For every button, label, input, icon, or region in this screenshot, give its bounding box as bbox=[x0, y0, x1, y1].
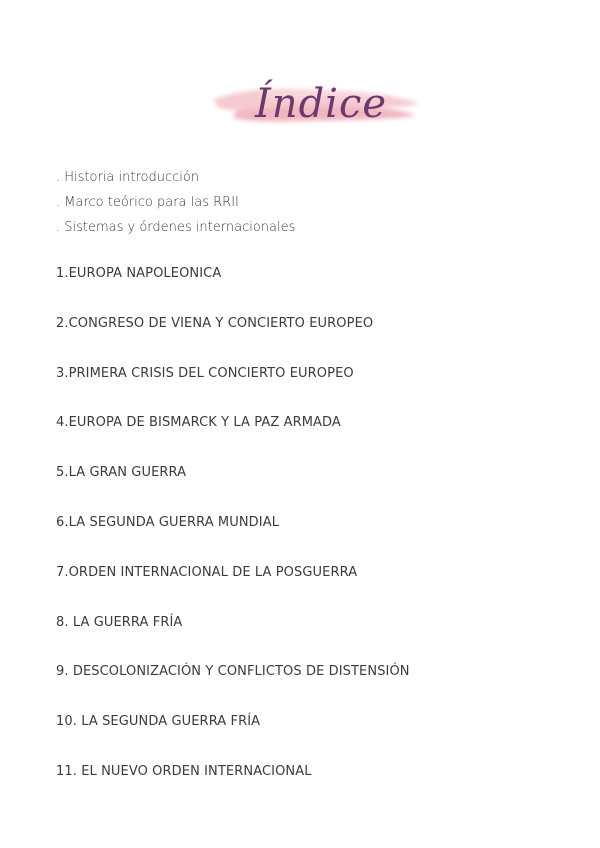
chapter-item-6: 6.LA SEGUNDA GUERRA MUNDIAL bbox=[56, 514, 280, 530]
chapter-item-1: 1.EUROPA NAPOLEONICA bbox=[56, 266, 222, 281]
chapter-item-2: 2.CONGRESO DE VIENA Y CONCIERTO EUROPEO bbox=[56, 315, 374, 331]
chapter-list bbox=[56, 264, 410, 812]
chapter-item-4: 4.EUROPA DE BISMARCK Y LA PAZ ARMADA bbox=[56, 415, 341, 431]
intro-list bbox=[56, 165, 295, 240]
chapter-item-11: 11. EL NUEVO ORDEN INTERNACIONAL bbox=[56, 763, 312, 779]
chapter-item-7: 7.ORDEN INTERNACIONAL DE LA POSGUERRA bbox=[56, 564, 358, 580]
chapter-item-8: 8. LA GUERRA FRÍA bbox=[56, 614, 183, 630]
chapter-item-3: 3.PRIMERA CRISIS DEL CONCIERTO EUROPEO bbox=[56, 365, 354, 381]
intro-item-theory: . Marco teórico para las RRII bbox=[56, 195, 239, 210]
page-title: Índice bbox=[255, 81, 388, 127]
chapter-item-5: 5.LA GRAN GUERRA bbox=[56, 465, 187, 481]
chapter-item-10: 10. LA SEGUNDA GUERRA FRÍA bbox=[56, 714, 261, 730]
title-block bbox=[205, 68, 425, 148]
intro-item-history: . Historia introducción bbox=[56, 170, 200, 185]
intro-item-systems: . Sistemas y órdenes internacionales bbox=[56, 220, 296, 235]
chapter-item-9: 9. DESCOLONIZACIÓN Y CONFLICTOS DE DISTENSIÓN bbox=[56, 664, 410, 680]
